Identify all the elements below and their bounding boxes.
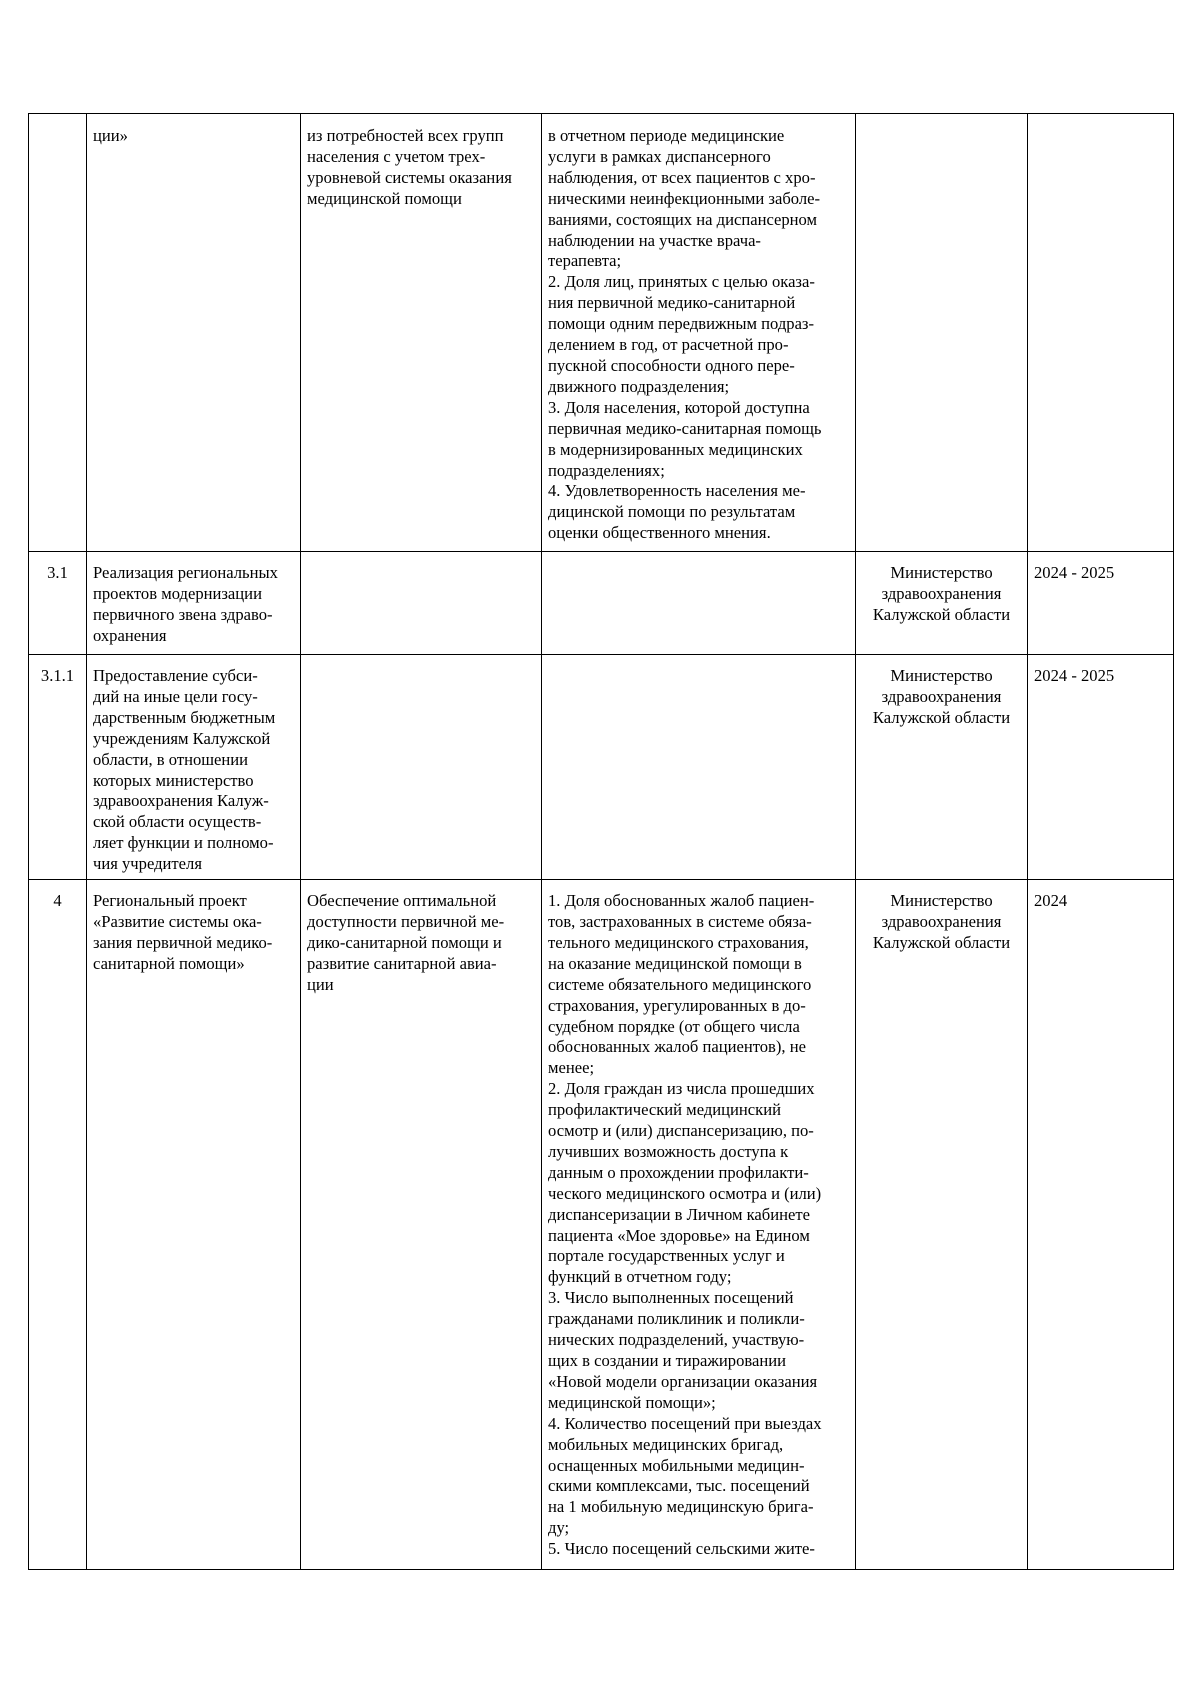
indicators	[542, 655, 856, 880]
event-name: Реализация региональных проектов модернизации первичного звена здраво- охранения	[87, 552, 301, 655]
period: 2024 - 2025	[1028, 655, 1174, 880]
table-row	[29, 552, 1174, 655]
table-row	[29, 655, 1174, 880]
period: 2024 - 2025	[1028, 552, 1174, 655]
responsible: Министерство здравоохранения Калужской области	[856, 880, 1028, 1570]
responsible: Министерство здравоохранения Калужской области	[856, 655, 1028, 880]
indicators	[542, 552, 856, 655]
task-description	[301, 655, 542, 880]
program-table	[28, 113, 1174, 1570]
task-description: Обеспечение оптимальной доступности первичной ме- дико-санитарной помощи и развитие санитарной авиа- ции	[301, 880, 542, 1570]
indicators: в отчетном периоде медицинские услуги в рамках диспансерного наблюдения, от всех пациентов с хро- ническими неинфекционными заболе- ваниями, состоящих на диспансерном наблюдении на участке врача- терапевта; 2. Доля лиц, принятых с целью оказа- ния первичной медико-санитарной помощи одним передвижным подраз- делением в год, от расчетной про- пускной способности одного пере- движного подразделения; 3. Доля населения, которой доступна первичная медико-санитарная помощь в модернизированных медицинских подразделениях; 4. Удовлетворенность населения ме- дицинской помощи по результатам оценки общественного мнения.	[542, 114, 856, 552]
responsible: Министерство здравоохранения Калужской области	[856, 552, 1028, 655]
task-description: из потребностей всех групп населения с учетом трех- уровневой системы оказания медицинской помощи	[301, 114, 542, 552]
row-number: 4	[29, 880, 87, 1570]
event-name: ции»	[87, 114, 301, 552]
table-row	[29, 880, 1174, 1570]
row-number: 3.1.1	[29, 655, 87, 880]
row-number: 3.1	[29, 552, 87, 655]
period	[1028, 114, 1174, 552]
period: 2024	[1028, 880, 1174, 1570]
event-name: Предоставление субси- дий на иные цели госу- дарственным бюджетным учреждениям Калужской области, в отношении которых министерство здравоохранения Калуж- ской области осуществ- ляет функции и полномо- чия учредителя	[87, 655, 301, 880]
table-row	[29, 114, 1174, 552]
task-description	[301, 552, 542, 655]
row-number	[29, 114, 87, 552]
event-name: Региональный проект «Развитие системы ока- зания первичной медико- санитарной помощи»	[87, 880, 301, 1570]
responsible	[856, 114, 1028, 552]
indicators: 1. Доля обоснованных жалоб пациен- тов, застрахованных в системе обяза- тельного медицинского страхования, на оказание медицинской помощи в системе обязательного медицинского страхования, урегулированных в до- судебном порядке (от общего числа обоснованных жалоб пациентов), не менее; 2. Доля граждан из числа прошедших профилактический медицинский осмотр и (или) диспансеризацию, по- лучивших возможность доступа к данным о прохождении профилакти- ческого медицинского осмотра и (или) диспансеризации в Личном кабинете пациента «Мое здоровье» на Едином портале государственных услуг и функций в отчетном году; 3. Число выполненных посещений гражданами поликлиник и поликли- нических подразделений, участвую- щих в создании и тиражировании «Новой модели организации оказания медицинской помощи»; 4. Количество посещений при выездах мобильных медицинских бригад, оснащенных мобильными медицин- скими комплексами, тыс. посещений на 1 мобильную медицинскую брига- ду; 5. Число посещений сельскими жите-	[542, 880, 856, 1570]
